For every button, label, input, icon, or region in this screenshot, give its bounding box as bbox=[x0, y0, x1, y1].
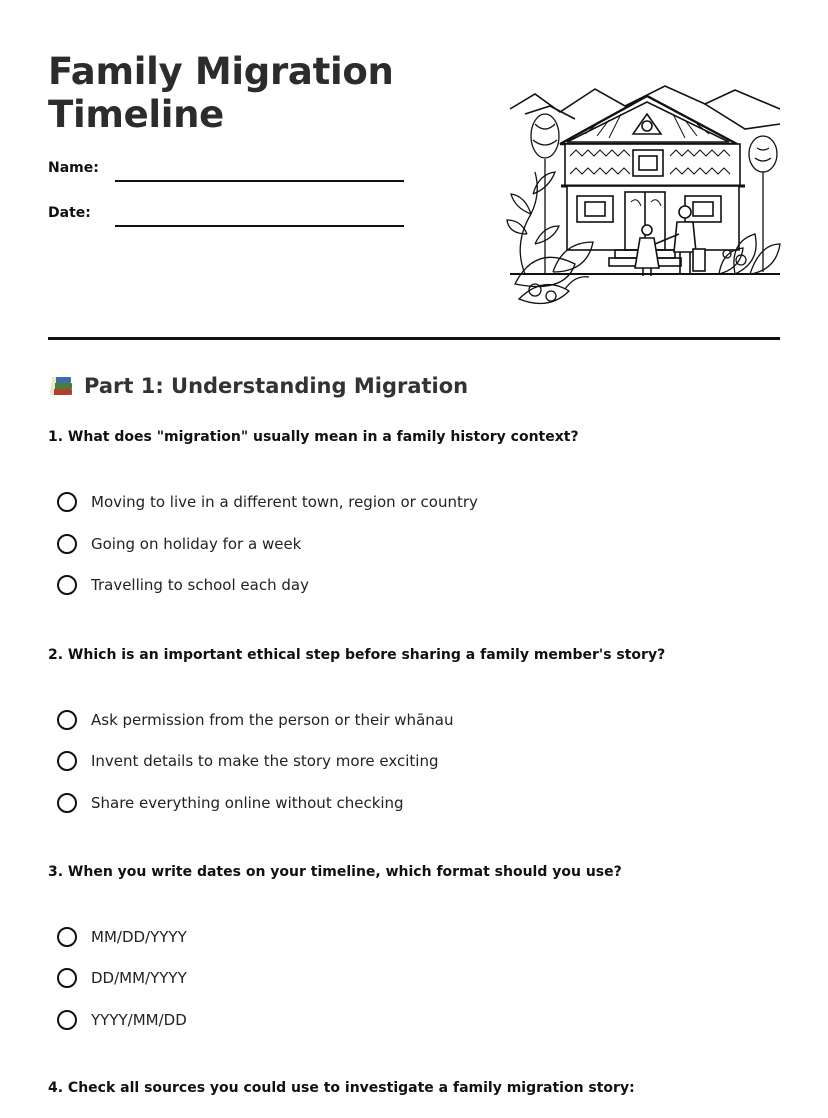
part1-heading bbox=[48, 374, 468, 398]
option-label: DD/MM/YYYY bbox=[91, 969, 187, 987]
question-3: 3. When you write dates on your timeline, which format should you use? bbox=[48, 864, 622, 880]
option-label: Share everything online without checking bbox=[91, 794, 404, 812]
q3-option-2[interactable] bbox=[57, 968, 187, 988]
q1-option-1[interactable] bbox=[57, 492, 478, 512]
radio-button[interactable] bbox=[57, 927, 77, 947]
house-family-illustration bbox=[505, 84, 783, 306]
option-label: MM/DD/YYYY bbox=[91, 928, 187, 946]
option-label: Moving to live in a different town, region or country bbox=[91, 493, 478, 511]
question-2: 2. Which is an important ethical step before sharing a family member's story? bbox=[48, 647, 666, 663]
q3-option-3[interactable] bbox=[57, 1010, 187, 1030]
part1-heading-text: Part 1: Understanding Migration bbox=[84, 374, 469, 398]
q1-option-2[interactable] bbox=[57, 534, 301, 554]
option-label: Travelling to school each day bbox=[91, 576, 309, 594]
option-label: Ask permission from the person or their whānau bbox=[91, 711, 454, 729]
radio-button[interactable] bbox=[57, 710, 77, 730]
radio-button[interactable] bbox=[57, 575, 77, 595]
q1-option-3[interactable] bbox=[57, 575, 309, 595]
radio-button[interactable] bbox=[57, 751, 77, 771]
books-icon bbox=[48, 374, 74, 398]
title-line-2: Timeline bbox=[48, 93, 224, 136]
radio-button[interactable] bbox=[57, 492, 77, 512]
name-write-line[interactable] bbox=[115, 180, 404, 182]
radio-button[interactable] bbox=[57, 534, 77, 554]
q2-option-3[interactable] bbox=[57, 793, 404, 813]
radio-button[interactable] bbox=[57, 968, 77, 988]
option-label: YYYY/MM/DD bbox=[91, 1011, 187, 1029]
radio-button[interactable] bbox=[57, 793, 77, 813]
name-label: Name: bbox=[48, 160, 99, 176]
q2-option-1[interactable] bbox=[57, 710, 453, 730]
date-write-line[interactable] bbox=[115, 225, 404, 227]
question-1: 1. What does "migration" usually mean in a family history context? bbox=[48, 429, 579, 445]
radio-button[interactable] bbox=[57, 1010, 77, 1030]
option-label: Invent details to make the story more exciting bbox=[91, 752, 439, 770]
date-label: Date: bbox=[48, 205, 91, 221]
question-4: 4. Check all sources you could use to investigate a family migration story: bbox=[48, 1080, 635, 1096]
worksheet-title bbox=[48, 50, 468, 136]
q3-option-1[interactable] bbox=[57, 927, 187, 947]
q2-option-2[interactable] bbox=[57, 751, 438, 771]
title-line-1: Family Migration bbox=[48, 50, 394, 93]
header-divider bbox=[48, 337, 780, 340]
option-label: Going on holiday for a week bbox=[91, 535, 302, 553]
